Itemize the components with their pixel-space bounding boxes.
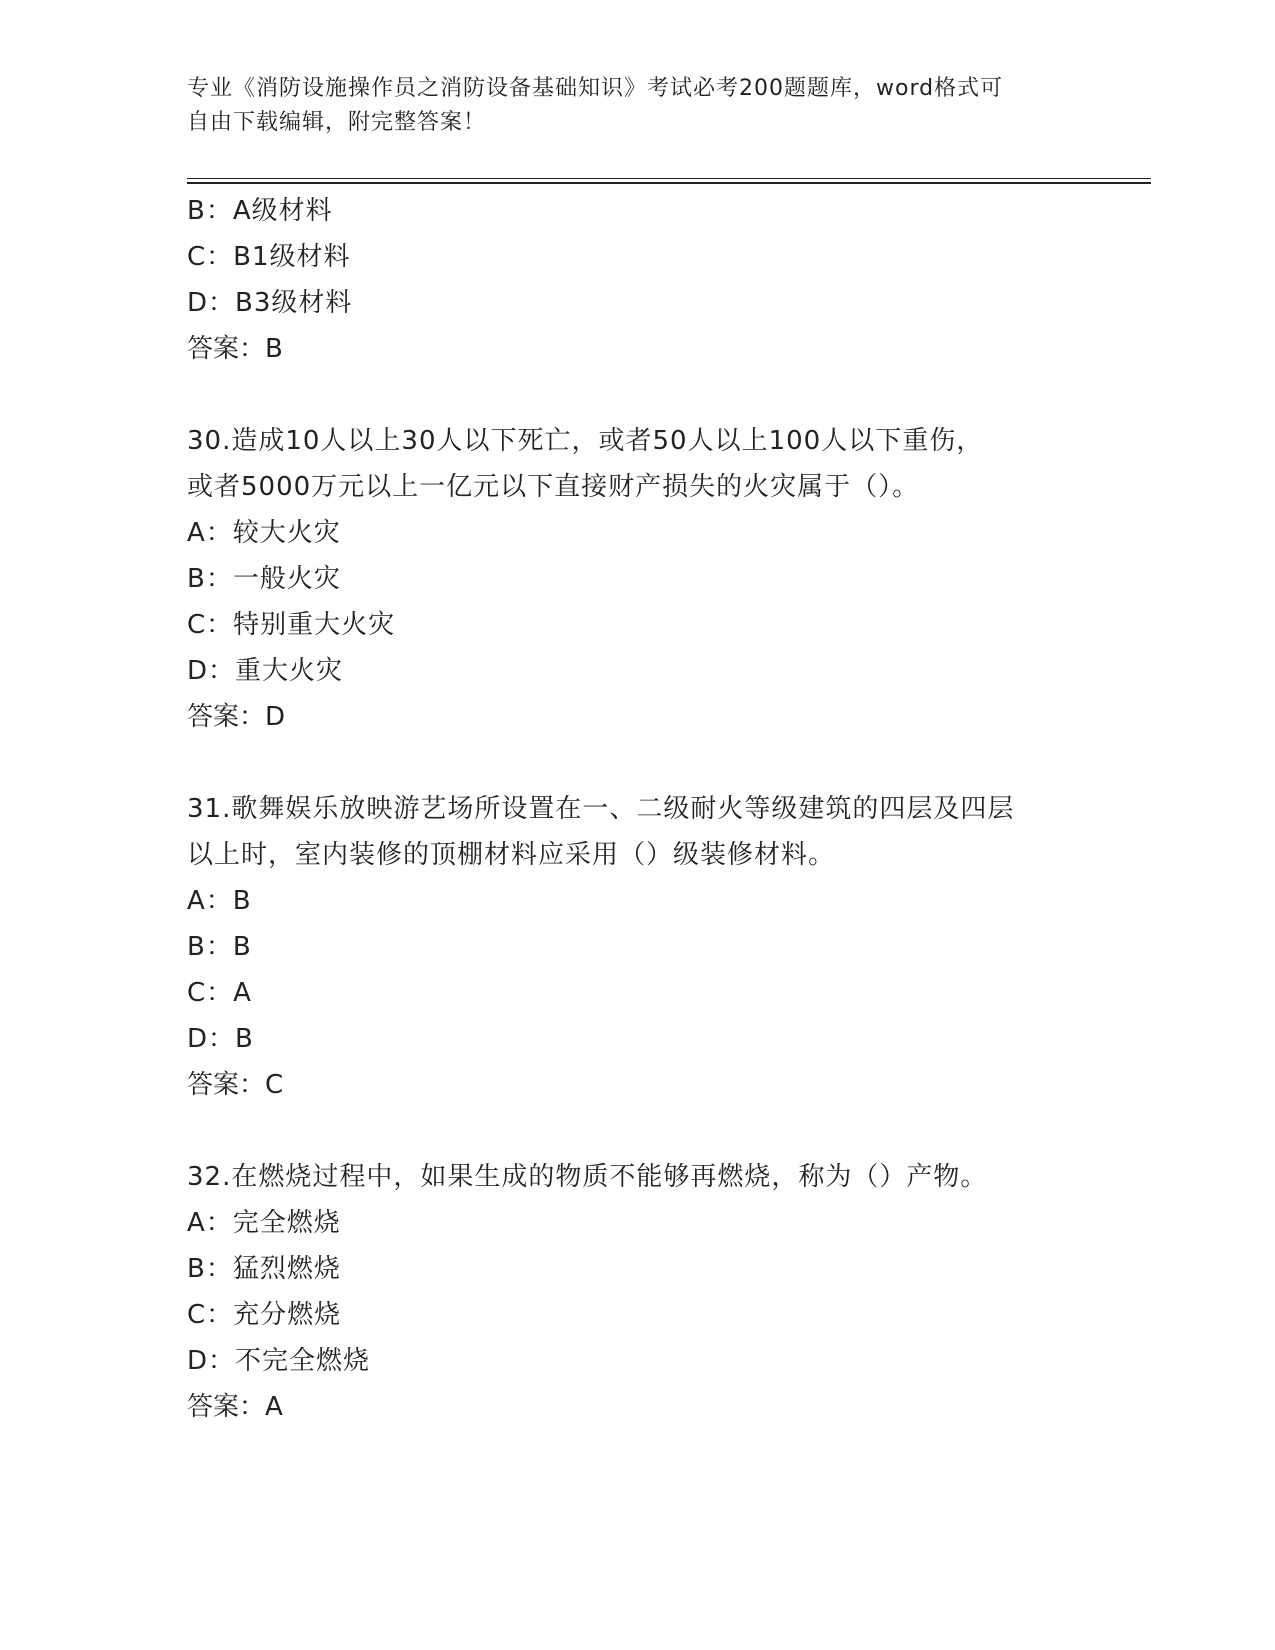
document-body xyxy=(187,188,1087,1430)
option-c: C：B1级材料 xyxy=(187,242,351,272)
question-29-partial xyxy=(187,188,1087,372)
spacer xyxy=(187,372,1087,418)
answer: 答案：D xyxy=(187,702,286,732)
option-a: A：较大火灾 xyxy=(187,518,341,548)
option-c: C：A xyxy=(187,978,252,1008)
answer: 答案：C xyxy=(187,1070,284,1100)
question-text-line-2: 或者5000万元以上一亿元以下直接财产损失的火灾属于（）。 xyxy=(187,472,920,502)
question-text-line-1: 32.在燃烧过程中，如果生成的物质不能够再燃烧，称为（）产物。 xyxy=(187,1162,988,1192)
option-c: C：充分燃烧 xyxy=(187,1300,342,1330)
header-line-2: 自由下载编辑，附完整答案！ xyxy=(187,110,487,135)
question-30 xyxy=(187,418,1087,740)
page-header xyxy=(187,72,1087,140)
option-d: D：重大火灾 xyxy=(187,656,344,686)
question-32 xyxy=(187,1154,1087,1430)
option-a: A：完全燃烧 xyxy=(187,1208,341,1238)
header-divider-thick xyxy=(187,182,1151,184)
spacer xyxy=(187,740,1087,786)
option-a: A：B xyxy=(187,886,252,916)
option-c: C：特别重大火灾 xyxy=(187,610,396,640)
question-31 xyxy=(187,786,1087,1108)
option-d: D：不完全燃烧 xyxy=(187,1346,371,1376)
spacer xyxy=(187,1108,1087,1154)
option-d: D：B3级材料 xyxy=(187,288,353,318)
answer: 答案：B xyxy=(187,334,283,364)
question-text-line-1: 30.造成10人以上30人以下死亡，或者50人以上100人以下重伤， xyxy=(187,426,984,456)
question-text-line-2: 以上时，室内装修的顶棚材料应采用（）级装修材料。 xyxy=(187,840,836,870)
option-b: B：B xyxy=(187,932,252,962)
answer: 答案：A xyxy=(187,1392,283,1422)
option-b: B：猛烈燃烧 xyxy=(187,1254,341,1284)
header-line-1: 专业《消防设施操作员之消防设备基础知识》考试必考200题题库，word格式可 xyxy=(187,76,1004,101)
option-b: B：A级材料 xyxy=(187,196,333,226)
option-d: D：B xyxy=(187,1024,254,1054)
header-divider-thin xyxy=(187,178,1151,179)
option-b: B：一般火灾 xyxy=(187,564,341,594)
question-text-line-1: 31.歌舞娱乐放映游艺场所设置在一、二级耐火等级建筑的四层及四层 xyxy=(187,794,1015,824)
